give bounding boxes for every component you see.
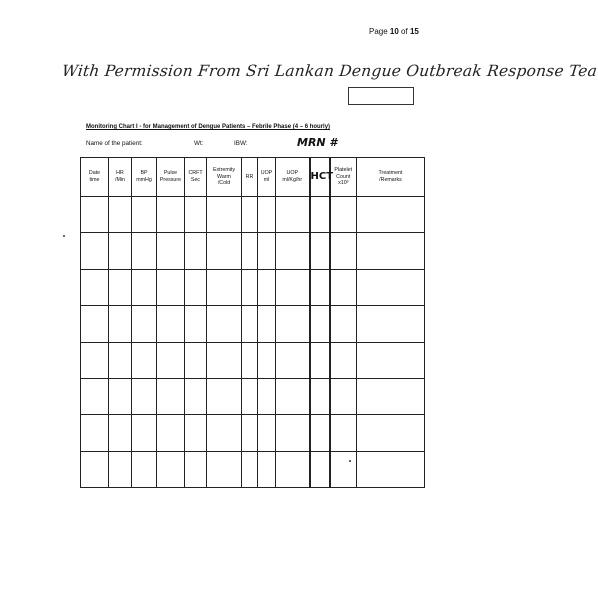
chart-title: Monitoring Chart I - for Management of Dengue Patients – Febrile Phase (4 – 6 hourly) bbox=[86, 124, 331, 130]
handwritten-box bbox=[348, 87, 414, 105]
table-cell[interactable] bbox=[330, 415, 357, 451]
table-cell[interactable] bbox=[357, 233, 425, 269]
table-cell[interactable] bbox=[109, 233, 132, 269]
col-header-platelet-count: Platelet Count x10³ bbox=[330, 158, 357, 197]
table-cell[interactable] bbox=[157, 197, 185, 233]
table-cell[interactable] bbox=[330, 378, 357, 414]
table-cell[interactable] bbox=[258, 378, 276, 414]
table-cell[interactable] bbox=[242, 415, 258, 451]
table-cell[interactable] bbox=[81, 233, 109, 269]
table-cell[interactable] bbox=[310, 233, 330, 269]
table-cell[interactable] bbox=[357, 378, 425, 414]
page-number: Page 10 of 15 bbox=[369, 27, 419, 36]
table-header-row bbox=[81, 158, 425, 197]
table-cell[interactable] bbox=[207, 197, 242, 233]
table-row bbox=[81, 378, 425, 414]
table-cell[interactable] bbox=[276, 306, 310, 342]
table-cell[interactable] bbox=[81, 378, 109, 414]
table-row bbox=[81, 269, 425, 305]
table-cell[interactable] bbox=[357, 415, 425, 451]
table-cell[interactable] bbox=[258, 233, 276, 269]
table-cell[interactable] bbox=[242, 342, 258, 378]
col-header-extremity: Extremity Warm /Cold bbox=[207, 158, 242, 197]
table-cell[interactable] bbox=[242, 306, 258, 342]
table-cell[interactable] bbox=[357, 306, 425, 342]
table-cell[interactable] bbox=[185, 415, 207, 451]
col-header-hr: HR /Min bbox=[109, 158, 132, 197]
wt-label: Wt: bbox=[194, 140, 204, 147]
table-cell[interactable] bbox=[276, 378, 310, 414]
table-cell[interactable] bbox=[276, 451, 310, 487]
table-cell[interactable] bbox=[242, 269, 258, 305]
table-cell[interactable] bbox=[185, 378, 207, 414]
stray-mark bbox=[349, 460, 351, 462]
table-cell[interactable] bbox=[242, 197, 258, 233]
table-cell[interactable] bbox=[310, 378, 330, 414]
table-cell[interactable] bbox=[132, 269, 157, 305]
table-cell[interactable] bbox=[109, 197, 132, 233]
mrn-label: MRN # bbox=[297, 136, 338, 149]
table-cell[interactable] bbox=[258, 415, 276, 451]
table-cell[interactable] bbox=[157, 451, 185, 487]
table-cell[interactable] bbox=[258, 342, 276, 378]
table-cell[interactable] bbox=[157, 378, 185, 414]
table-row bbox=[81, 233, 425, 269]
table-cell[interactable] bbox=[109, 378, 132, 414]
monitoring-table bbox=[80, 157, 425, 488]
table-cell[interactable] bbox=[310, 306, 330, 342]
table-cell[interactable] bbox=[81, 269, 109, 305]
table-cell[interactable] bbox=[157, 415, 185, 451]
table-cell[interactable] bbox=[242, 451, 258, 487]
table-cell[interactable] bbox=[109, 306, 132, 342]
table-cell[interactable] bbox=[132, 451, 157, 487]
table-cell[interactable] bbox=[258, 269, 276, 305]
table-cell[interactable] bbox=[132, 378, 157, 414]
table-cell[interactable] bbox=[157, 233, 185, 269]
table-cell[interactable] bbox=[242, 378, 258, 414]
table-cell[interactable] bbox=[185, 306, 207, 342]
stray-mark bbox=[63, 235, 65, 237]
handwritten-permission-note: With Permission From Sri Lankan Dengue Outbreak Response Tea bbox=[61, 62, 598, 80]
table-cell[interactable] bbox=[276, 415, 310, 451]
col-header-rr: RR bbox=[242, 158, 258, 197]
table-cell[interactable] bbox=[109, 342, 132, 378]
table-row bbox=[81, 415, 425, 451]
table-cell[interactable] bbox=[207, 378, 242, 414]
ibw-label: IBW: bbox=[234, 140, 248, 147]
table-cell[interactable] bbox=[132, 306, 157, 342]
table-cell[interactable] bbox=[132, 415, 157, 451]
col-header-treatment-remarks: Treatment /Remarks bbox=[357, 158, 425, 197]
table-row bbox=[81, 451, 425, 487]
table-cell[interactable] bbox=[81, 306, 109, 342]
table-cell[interactable] bbox=[185, 451, 207, 487]
table-cell[interactable] bbox=[132, 233, 157, 269]
table-cell[interactable] bbox=[310, 269, 330, 305]
table-cell[interactable] bbox=[185, 233, 207, 269]
table-cell[interactable] bbox=[258, 197, 276, 233]
table-cell[interactable] bbox=[185, 269, 207, 305]
table-cell[interactable] bbox=[310, 415, 330, 451]
table-cell[interactable] bbox=[157, 269, 185, 305]
patient-info-row bbox=[86, 136, 426, 154]
table-cell[interactable] bbox=[276, 233, 310, 269]
table-cell[interactable] bbox=[81, 197, 109, 233]
table-cell[interactable] bbox=[81, 451, 109, 487]
col-header-crft: CRFT Sec bbox=[185, 158, 207, 197]
col-header-hct: HCT bbox=[310, 158, 330, 197]
table-cell[interactable] bbox=[132, 197, 157, 233]
col-header-bp: BP mmHg bbox=[132, 158, 157, 197]
table-cell[interactable] bbox=[330, 233, 357, 269]
table-cell[interactable] bbox=[310, 197, 330, 233]
table-cell[interactable] bbox=[207, 233, 242, 269]
table-cell[interactable] bbox=[258, 451, 276, 487]
table-cell[interactable] bbox=[81, 415, 109, 451]
table-cell[interactable] bbox=[81, 342, 109, 378]
col-header-uop-ml-kg-hr: UOP ml/Kg/hr bbox=[276, 158, 310, 197]
table-cell[interactable] bbox=[357, 342, 425, 378]
table-cell[interactable] bbox=[276, 342, 310, 378]
table-cell[interactable] bbox=[258, 306, 276, 342]
table-cell[interactable] bbox=[185, 342, 207, 378]
table-cell[interactable] bbox=[330, 451, 357, 487]
table-cell[interactable] bbox=[357, 269, 425, 305]
table-row bbox=[81, 306, 425, 342]
table-cell[interactable] bbox=[207, 451, 242, 487]
table-cell[interactable] bbox=[185, 197, 207, 233]
table-cell[interactable] bbox=[330, 342, 357, 378]
table-cell[interactable] bbox=[330, 269, 357, 305]
table-cell[interactable] bbox=[242, 233, 258, 269]
patient-name-label: Name of the patient: bbox=[86, 140, 143, 147]
table-cell[interactable] bbox=[276, 269, 310, 305]
table-cell[interactable] bbox=[310, 342, 330, 378]
table-cell[interactable] bbox=[357, 197, 425, 233]
table-cell[interactable] bbox=[132, 342, 157, 378]
table-cell[interactable] bbox=[109, 269, 132, 305]
col-header-pulse-pressure: Pulse Pressure bbox=[157, 158, 185, 197]
col-header-uop-ml: UOP ml bbox=[258, 158, 276, 197]
table-cell[interactable] bbox=[330, 306, 357, 342]
table-cell[interactable] bbox=[207, 269, 242, 305]
table-row bbox=[81, 342, 425, 378]
table-cell[interactable] bbox=[109, 451, 132, 487]
table-cell[interactable] bbox=[157, 342, 185, 378]
table-cell[interactable] bbox=[207, 342, 242, 378]
table-cell[interactable] bbox=[357, 451, 425, 487]
table-cell[interactable] bbox=[207, 415, 242, 451]
table-cell[interactable] bbox=[157, 306, 185, 342]
table-cell[interactable] bbox=[330, 197, 357, 233]
table-row bbox=[81, 197, 425, 233]
table-cell[interactable] bbox=[276, 197, 310, 233]
table-cell[interactable] bbox=[310, 451, 330, 487]
table-cell[interactable] bbox=[109, 415, 132, 451]
table-cell[interactable] bbox=[207, 306, 242, 342]
col-header-date-time: Date time bbox=[81, 158, 109, 197]
